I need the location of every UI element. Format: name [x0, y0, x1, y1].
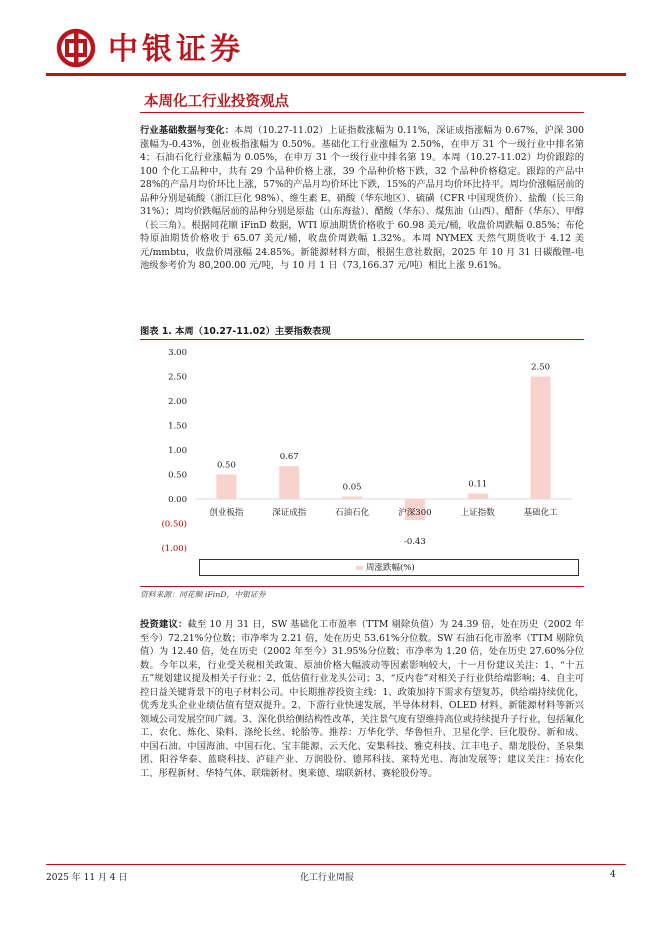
category-label: 创业板指: [209, 508, 244, 518]
bank-of-china-logo-icon: [56, 28, 96, 72]
chart-legend: [199, 559, 579, 576]
legend-label: 周涨跌幅(%): [366, 563, 415, 573]
y-tick-label: 0.50: [168, 470, 187, 481]
y-tick-label: 2.50: [168, 372, 187, 383]
category-label: 上证指数: [460, 508, 495, 518]
y-tick-label: 1.50: [168, 421, 187, 432]
section-title-divider: [140, 112, 584, 113]
category-label: 石油石化: [335, 508, 370, 518]
index-performance-chart: [140, 341, 584, 585]
category-label: 深证成指: [272, 508, 307, 518]
figure-title: 图表 1. 本周（10.27-11.02）主要指数表现: [140, 326, 331, 337]
industry-data-paragraph: [140, 124, 584, 273]
y-tick-label: (0.50): [161, 519, 187, 530]
investment-advice-paragraph: [140, 618, 584, 780]
y-tick-label: 2.00: [168, 397, 187, 407]
category-label: 基础化工: [523, 508, 558, 518]
investment-advice-label: 投资建议：: [140, 619, 188, 630]
page-header: [46, 20, 626, 78]
bar-value-label: 0.05: [342, 482, 362, 493]
y-tick-label: 0.00: [168, 495, 187, 505]
bar-value-label: 2.50: [531, 362, 551, 373]
bar-value-label: 0.67: [279, 452, 299, 463]
bar-value-label: 0.11: [468, 479, 488, 490]
bar: [342, 497, 362, 499]
bar: [468, 494, 488, 499]
figure-source: 资料来源：同花顺 iFinD，中银证券: [140, 590, 266, 599]
bar-value-label: -0.43: [404, 537, 426, 548]
header-divider: [46, 73, 626, 76]
figure-bottom-divider: [140, 586, 584, 587]
footer-divider: [46, 864, 626, 865]
bar: [216, 475, 236, 500]
bar: [531, 377, 551, 500]
y-tick-label: 1.00: [168, 446, 187, 456]
category-label: 沪深300: [398, 508, 432, 518]
footer-page-number: 4: [610, 870, 616, 880]
industry-data-text: 本周（10.27-11.02）上证指数涨幅为 0.11%，深证成指涨幅为 0.67%，沪深 300 涨幅为-0.43%，创业板指涨幅为 0.50%。基础化工行业涨幅为 2.50%，在申万 31 个一级行业中排名第 4；石油石化行业涨幅为 0.05%，在申万 31 个一级行业中排名第 19。本周（10.27-11.02）均价跟踪的 100 个化工品种中，共有 29 个品种价格上涨，39 个品种价格下跌，32 个品种价格稳定。跟踪的产品中 28%的产品月均价环比上涨，57%的产品月均价环比下跌，15%的产品月均价环比持平。周均价涨幅居前的品种分别是硫酸（浙江巨化 98%）、维生素 E、硝酸（华东地区）、硫磺（CFR 中国现货价）、盐酸（长三角 31%）；周均价跌幅居前的品种分别是原盐（山东海盐）、醋酸（华东）、煤焦油（山西）、醋酐（华东）、甲醇（长三角）。根据同花顺 iFinD 数据，WTI 原油期货价格收于 60.98 美元/桶，收盘价周跌幅 0.85%；布伦特原油期货价格收于 65.07 美元/桶，收盘价周跌幅 1.32%。本周 NYMEX 天然气期货收于 4.12 美元/mmbtu，收盘价周涨幅 24.85%。新能源材料方面，根据生意社数据，2025 年 10 月 31 日碳酸锂-电池级参考价为 80,200.00 元/吨，与 10 月 1 日（73,166.37 元/吨）相比上涨 9.61%。: [140, 125, 584, 271]
footer-report-name: 化工行业周报: [300, 873, 355, 883]
bar: [279, 466, 299, 499]
figure-top-divider: [140, 339, 584, 340]
investment-advice-text: 截至 10 月 31 日，SW 基础化工市盈率（TTM 剔除负值）为 24.39 倍，处在历史（2002 年至今）72.21%分位数；市净率为 2.21 倍，处在历史 53.61%分位数。SW 石油石化市盈率（TTM 剔除负值）为 12.40 倍，处在历史（2002 年至今）31.95%分位数；市净率为 1.20 倍，处在历史 27.60%分位数。今年以来，行业受关税相关政策、原油价格大幅波动等因素影响较大，十一月份建议关注：1、“十五五”规划建议提及相关子行业；2、低估值行业龙头公司；3、“反内卷”对相关子行业供给端影响；4、自主可控日益关键背景下的电子材料公司。中长期推荐投资主线：1、政策加持下需求有望复苏，供给端持续优化，优秀龙头企业业绩估值有望双提升。2、下游行业快速发展，半导体材料、OLED 材料、新能源材料等新兴领域公司发展空间广阔。3、深化供给侧结构性改革，关注景气度有望维持高位或持续提升子行业，包括氟化工、农化、炼化、染料、涤纶长丝、轮胎等。推荐：万华化学、华鲁恒升、卫星化学、巨化股份、新和成、中国石油、中国海油、中国石化、宝丰能源、云天化、安集科技、雅克科技、江丰电子、鼎龙股份、圣泉集团、阳谷华泰、蓝晓科技、泸硅产业、万润股份、德邦科技、莱特光电、海油发展等；建议关注：扬农化工、彤程新材、华特气体、联瑞新材、奥来德、瑞联新材、赛轮股份等。: [140, 619, 584, 779]
footer-date: 2025 年 11 月 4 日: [46, 873, 128, 883]
legend-swatch: [356, 566, 363, 570]
chart-canvas: [140, 341, 584, 585]
brand-name: 中银证券: [108, 32, 244, 67]
y-tick-label: 3.00: [168, 348, 187, 358]
industry-data-label: 行业基础数据与变化：: [140, 125, 235, 136]
section-title: 本周化工行业投资观点: [144, 94, 289, 110]
y-tick-label: (1.00): [161, 544, 187, 554]
bar-value-label: 0.50: [216, 460, 236, 471]
